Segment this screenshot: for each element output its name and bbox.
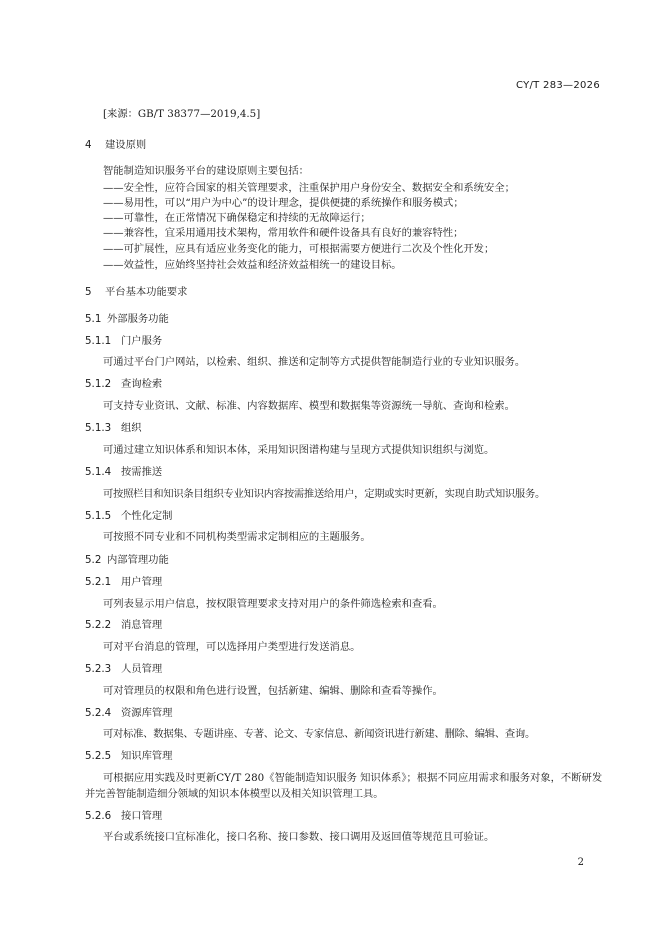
section-5-heading — [85, 284, 187, 300]
clause-5-1-2-text: 可支持专业资讯、文献、标准、内容数据库、模型和数据集等资源统一导航、查询和检索。 — [103, 400, 515, 412]
principle-item: ——可扩展性，应具有适应业务变化的能力，可根据需要方便进行二次及个性化开发； — [103, 243, 495, 255]
clause-5-2-5-heading — [85, 748, 172, 764]
section-4-heading — [85, 137, 146, 153]
clause-5-2-6-text: 平台或系统接口宜标准化，接口名称、接口参数、接口调用及返回值等规范且可验证。 — [103, 831, 495, 843]
clause-5-2-4-heading — [85, 705, 172, 721]
clause-5-1-1-heading — [85, 333, 162, 349]
clause-number: 5.2.1 — [85, 576, 112, 588]
clause-title: 按需推送 — [121, 466, 163, 478]
principle-item: ——易用性，可以“用户为中心”的设计理念，提供便捷的系统操作和服务模式； — [103, 197, 464, 209]
clause-title: 人员管理 — [121, 663, 163, 675]
clause-title: 外部服务功能 — [107, 313, 169, 325]
clause-5-2-2-heading — [85, 617, 162, 633]
clause-title: 接口管理 — [121, 810, 163, 822]
clause-5-1-3-text: 可通过建立知识体系和知识本体，采用知识图谱构建与呈现方式提供知识组织与浏览。 — [103, 444, 495, 456]
clause-5-2-6-heading — [85, 808, 162, 824]
clause-title: 查询检索 — [121, 378, 163, 390]
clause-number: 5.1.1 — [85, 335, 112, 347]
clause-5-2-5-text: 可根据应用实践及时更新CY/T 280《智能制造知识服务 知识体系》；根据不同应用需求和服务对象，不断研发并完善智能制造细分领域的知识本体模型以及相关知识管理工具。 — [85, 772, 603, 800]
clause-title: 消息管理 — [121, 619, 163, 631]
section-number: 4 — [85, 139, 92, 151]
clause-number: 5.2.4 — [85, 707, 112, 719]
clause-5-1-5-text: 可按照不同专业和不同机构类型需求定制相应的主题服务。 — [103, 531, 371, 543]
clause-number: 5.2.6 — [85, 810, 112, 822]
principle-item: ——安全性，应符合国家的相关管理要求，注重保护用户身份安全、数据安全和系统安全； — [103, 182, 515, 194]
principle-item: ——效益性，应始终坚持社会效益和经济效益相统一的建设目标。 — [103, 259, 402, 271]
section-title: 平台基本功能要求 — [105, 286, 188, 298]
section-4-intro: 智能制造知识服务平台的建设原则主要包括： — [103, 165, 309, 177]
clause-5-1-3-heading — [85, 420, 142, 436]
clause-number: 5.1.4 — [85, 466, 112, 478]
section-number: 5 — [85, 286, 92, 298]
section-title: 建设原则 — [105, 139, 147, 151]
principle-item: ——兼容性，宜采用通用技术架构，常用软件和硬件设备具有良好的兼容特性； — [103, 227, 464, 239]
principle-item: ——可靠性，在正常情况下确保稳定和持续的无故障运行； — [103, 212, 371, 224]
clause-title: 门户服务 — [121, 335, 163, 347]
clause-5-2-3-heading — [85, 661, 162, 677]
clause-number: 5.2.3 — [85, 663, 112, 675]
clause-5-1-1-text: 可通过平台门户网站，以检索、组织、推送和定制等方式提供智能制造行业的专业知识服务。 — [103, 356, 526, 368]
clause-number: 5.1.3 — [85, 422, 112, 434]
clause-title: 个性化定制 — [121, 510, 173, 522]
clause-number: 5.1.5 — [85, 510, 112, 522]
clause-number: 5.1.2 — [85, 378, 112, 390]
clause-5-1-heading — [85, 311, 169, 327]
clause-5-2-heading — [85, 552, 169, 568]
clause-5-1-5-heading — [85, 508, 172, 524]
clause-number: 5.1 — [85, 313, 102, 325]
clause-title: 知识库管理 — [121, 750, 173, 762]
clause-5-2-1-text: 可列表显示用户信息，按权限管理要求支持对用户的条件筛选检索和查看。 — [103, 598, 443, 610]
clause-5-2-1-heading — [85, 574, 162, 590]
clause-number: 5.2 — [85, 554, 102, 566]
clause-title: 内部管理功能 — [107, 554, 169, 566]
clause-5-1-4-heading — [85, 464, 162, 480]
clause-number: 5.2.5 — [85, 750, 112, 762]
clause-5-2-2-text: 可对平台消息的管理，可以选择用户类型进行发送消息。 — [103, 641, 361, 653]
clause-5-2-4-text: 可对标准、数据集、专题讲座、专著、论文、专家信息、新闻资讯进行新建、删除、编辑、查询。 — [103, 728, 536, 740]
standard-code: CY/T 283—2026 — [515, 80, 600, 91]
source-note: [来源：GB/T 38377—2019,4.5] — [103, 108, 261, 120]
clause-5-2-3-text: 可对管理员的权限和角色进行设置，包括新建、编辑、删除和查看等操作。 — [103, 685, 443, 697]
clause-5-1-2-heading — [85, 376, 162, 392]
clause-title: 组织 — [121, 422, 142, 434]
clause-title: 用户管理 — [121, 576, 163, 588]
clause-5-1-4-text: 可按照栏目和知识条目组织专业知识内容按需推送给用户，定期或实时更新，实现自助式知识服务。 — [103, 488, 546, 500]
clause-title: 资源库管理 — [121, 707, 173, 719]
page-number: 2 — [577, 857, 584, 868]
clause-number: 5.2.2 — [85, 619, 112, 631]
